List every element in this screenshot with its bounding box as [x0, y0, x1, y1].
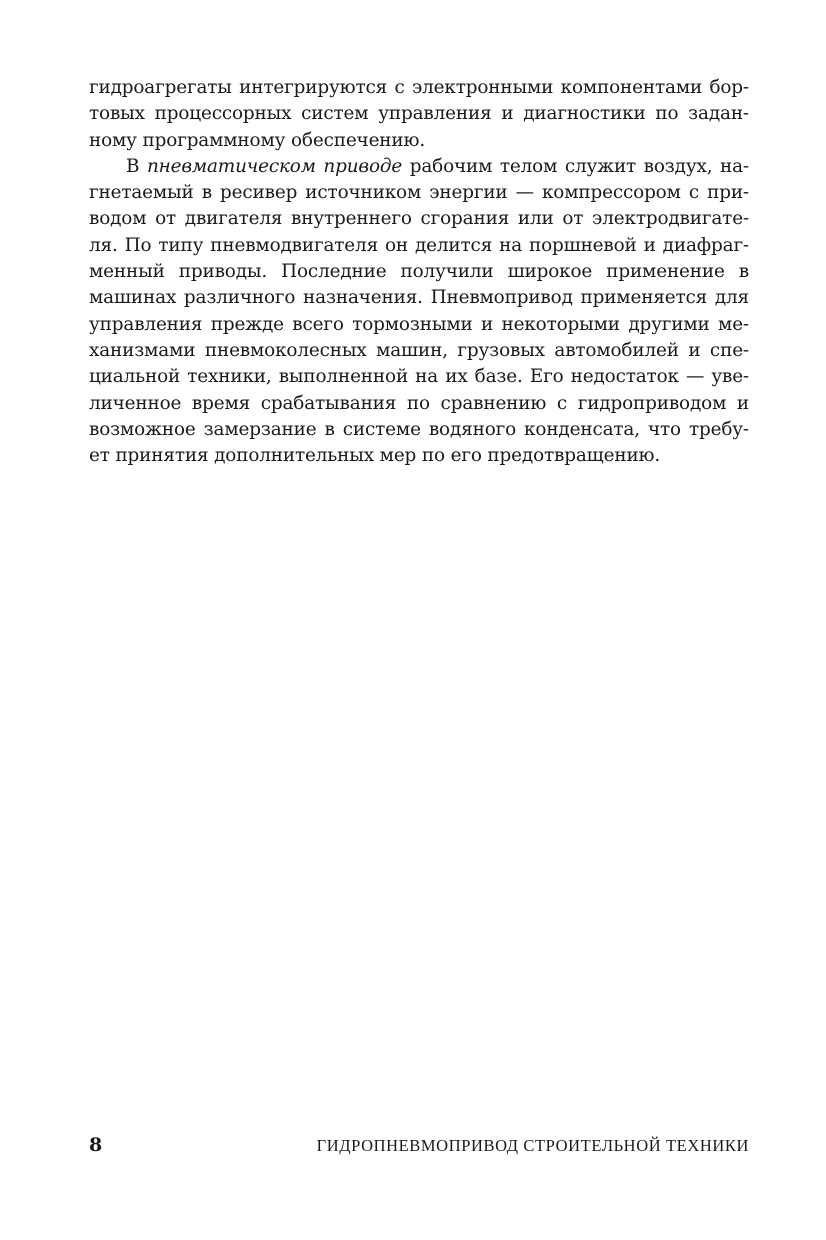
text-line: личенное время срабатывания по сравнению с гидроприводом и	[89, 392, 749, 414]
term-emphasis: пневматическом приводе	[146, 155, 403, 177]
text-line: возможное замерзание в системе водяного конденсата, что требу-	[89, 418, 749, 440]
paragraph-lead: В	[126, 155, 147, 177]
text-line: ному программному обеспечению.	[89, 129, 426, 151]
text-line: гидроагрегаты интегрируются с электронными компонентами бор-	[89, 77, 749, 98]
text-line: товых процессорных систем управления и диагностики по задан-	[89, 103, 749, 125]
paragraph-pneumatic-drive	[89, 154, 749, 470]
text-line: циальной техники, выполненной на их базе. Его недостаток — уве-	[89, 366, 749, 388]
page-number: 8	[89, 1134, 103, 1156]
text-line: менный приводы. Последние получили широкое применение в	[89, 261, 749, 283]
running-head: ГИДРОПНЕВМОПРИВОД СТРОИТЕЛЬНОЙ ТЕХНИКИ	[316, 1136, 749, 1155]
text-line-first	[89, 154, 749, 180]
text-line: ет принятия дополнительных мер по его предотвращению.	[89, 445, 661, 467]
body-text	[89, 75, 749, 469]
text-line: машинах различного назначения. Пневмопривод применяется для	[89, 287, 749, 309]
text-line: ханизмами пневмоколесных машин, грузовых автомобилей и спе-	[89, 339, 749, 361]
paragraph-hydraulic-units	[89, 75, 749, 154]
text-line: управления прежде всего тормозными и некоторыми другими ме-	[89, 313, 749, 335]
text-line: водом от двигателя внутреннего сгорания или от электродвигате-	[89, 208, 749, 230]
text-line: гнетаемый в ресивер источником энергии — компрессором с при-	[89, 182, 749, 204]
page-footer	[89, 1131, 749, 1159]
text-line: ля. По типу пневмодвигателя он делится на поршневой и диафраг-	[89, 234, 749, 256]
paragraph-lead-rest: рабочим телом служит воздух, на-	[402, 155, 749, 177]
